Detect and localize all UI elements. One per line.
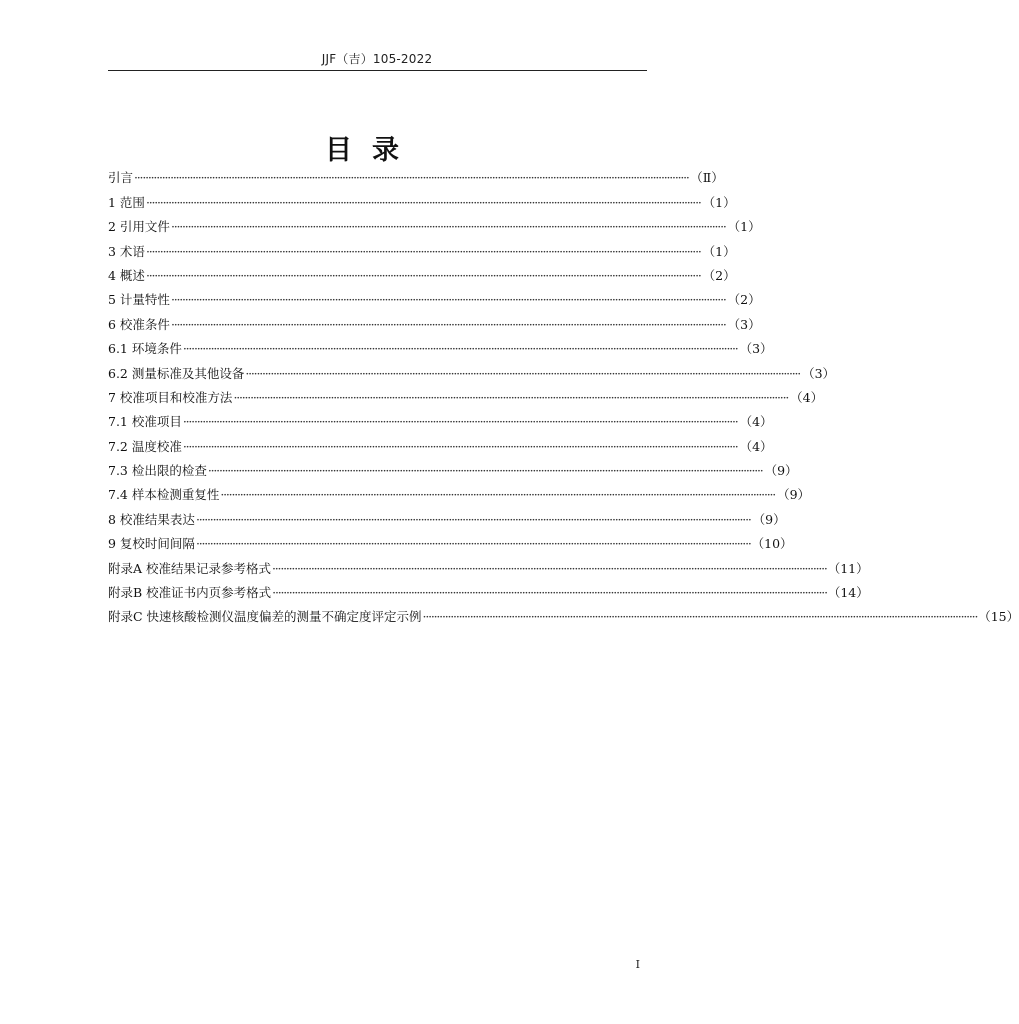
toc-entry-label: 1 范围 <box>108 194 145 210</box>
toc-entry[interactable] <box>108 410 773 434</box>
toc-entry-label: 5 计量特性 <box>108 292 170 308</box>
toc-entry-page: （2） <box>702 267 736 283</box>
toc-dot-leader: ········································································································································································································ <box>207 463 763 479</box>
toc-entry-label: 8 校准结果表达 <box>108 511 195 527</box>
toc-entry[interactable] <box>108 386 824 410</box>
toc-dot-leader: ········································································································································································································ <box>220 487 776 503</box>
toc-entry-label: 引言 <box>108 170 134 186</box>
toc-entry[interactable] <box>108 556 869 580</box>
toc-entry-label: 附录A 校准结果记录参考格式 <box>108 560 272 576</box>
toc-entry-page: （Ⅱ） <box>690 170 724 186</box>
toc-entry-page: （1） <box>727 219 761 235</box>
toc-entry[interactable] <box>108 507 786 531</box>
toc-entry-label: 9 复校时间间隔 <box>108 536 195 552</box>
toc-entry-label: 7 校准项目和校准方法 <box>108 389 233 405</box>
toc-entry[interactable] <box>108 288 761 312</box>
toc-entry-label: 7.4 样本检测重复性 <box>108 487 220 503</box>
toc-entry-page: （1） <box>702 243 736 259</box>
toc-entry-page: （3） <box>802 365 836 381</box>
toc-entry[interactable] <box>108 190 736 214</box>
toc-entry[interactable] <box>108 459 798 483</box>
toc-entry-label: 7.2 温度校准 <box>108 438 182 454</box>
toc-entry-label: 6 校准条件 <box>108 316 170 332</box>
toc-entry-label: 6.2 测量标准及其他设备 <box>108 365 245 381</box>
toc-entry[interactable] <box>108 605 1019 629</box>
toc-dot-leader: ········································································································································································································ <box>182 341 738 357</box>
toc-entry[interactable] <box>108 337 773 361</box>
toc-entry-page: （9） <box>752 511 786 527</box>
toc-entry[interactable] <box>108 166 724 190</box>
toc-entry-page: （4） <box>739 414 773 430</box>
toc-dot-leader: ········································································································································································································ <box>272 585 827 601</box>
toc-dot-leader: ········································································································································································································ <box>195 511 751 527</box>
toc-entry[interactable] <box>108 581 869 605</box>
toc-list <box>108 166 1019 629</box>
toc-dot-leader: ········································································································································································································ <box>272 560 827 576</box>
toc-entry[interactable] <box>108 239 736 263</box>
toc-title: 目录 <box>325 135 419 166</box>
toc-entry-page: （14） <box>827 585 869 601</box>
toc-entry-label: 7.1 校准项目 <box>108 414 182 430</box>
toc-entry-label: 6.1 环境条件 <box>108 341 182 357</box>
toc-entry-label: 7.3 检出限的检查 <box>108 463 207 479</box>
toc-entry[interactable] <box>108 532 793 556</box>
toc-entry[interactable] <box>108 483 811 507</box>
toc-dot-leader: ········································································································································································································ <box>182 414 738 430</box>
toc-entry-label: 3 术语 <box>108 243 145 259</box>
toc-dot-leader: ········································································································································································································ <box>182 438 738 454</box>
toc-entry-label: 2 引用文件 <box>108 219 170 235</box>
toc-entry-label: 附录C 快速核酸检测仪温度偏差的测量不确定度评定示例 <box>108 609 422 625</box>
toc-entry-page: （4） <box>790 389 824 405</box>
toc-dot-leader: ········································································································································································································ <box>145 243 701 259</box>
toc-entry-page: （1） <box>702 194 736 210</box>
toc-dot-leader: ········································································································································································································ <box>134 170 689 186</box>
toc-entry-page: （11） <box>827 560 869 576</box>
toc-entry-label: 附录B 校准证书内页参考格式 <box>108 585 272 601</box>
toc-dot-leader: ········································································································································································································ <box>170 219 726 235</box>
toc-entry[interactable] <box>108 215 761 239</box>
toc-entry-page: （15） <box>978 609 1019 625</box>
toc-entry-page: （9） <box>764 463 798 479</box>
toc-dot-leader: ········································································································································································································ <box>245 365 801 381</box>
toc-entry-page: （3） <box>739 341 773 357</box>
toc-entry-page: （3） <box>727 316 761 332</box>
toc-entry-page: （9） <box>777 487 811 503</box>
toc-entry[interactable] <box>108 361 836 385</box>
toc-dot-leader: ········································································································································································································ <box>170 316 726 332</box>
toc-dot-leader: ········································································································································································································ <box>170 292 726 308</box>
page-number: I <box>635 958 640 971</box>
toc-dot-leader: ········································································································································································································ <box>422 609 978 625</box>
header-rule <box>108 70 647 71</box>
toc-entry-page: （10） <box>751 536 793 552</box>
toc-entry[interactable] <box>108 264 736 288</box>
toc-entry[interactable] <box>108 434 773 458</box>
toc-entry-page: （4） <box>739 438 773 454</box>
toc-dot-leader: ········································································································································································································ <box>145 267 701 283</box>
toc-entry-page: （2） <box>727 292 761 308</box>
toc-dot-leader: ········································································································································································································ <box>195 536 751 552</box>
toc-dot-leader: ········································································································································································································ <box>145 194 701 210</box>
running-header: JJF（吉）105-2022 <box>321 52 433 66</box>
toc-entry-label: 4 概述 <box>108 267 145 283</box>
toc-entry[interactable] <box>108 312 761 336</box>
toc-dot-leader: ········································································································································································································ <box>233 389 789 405</box>
